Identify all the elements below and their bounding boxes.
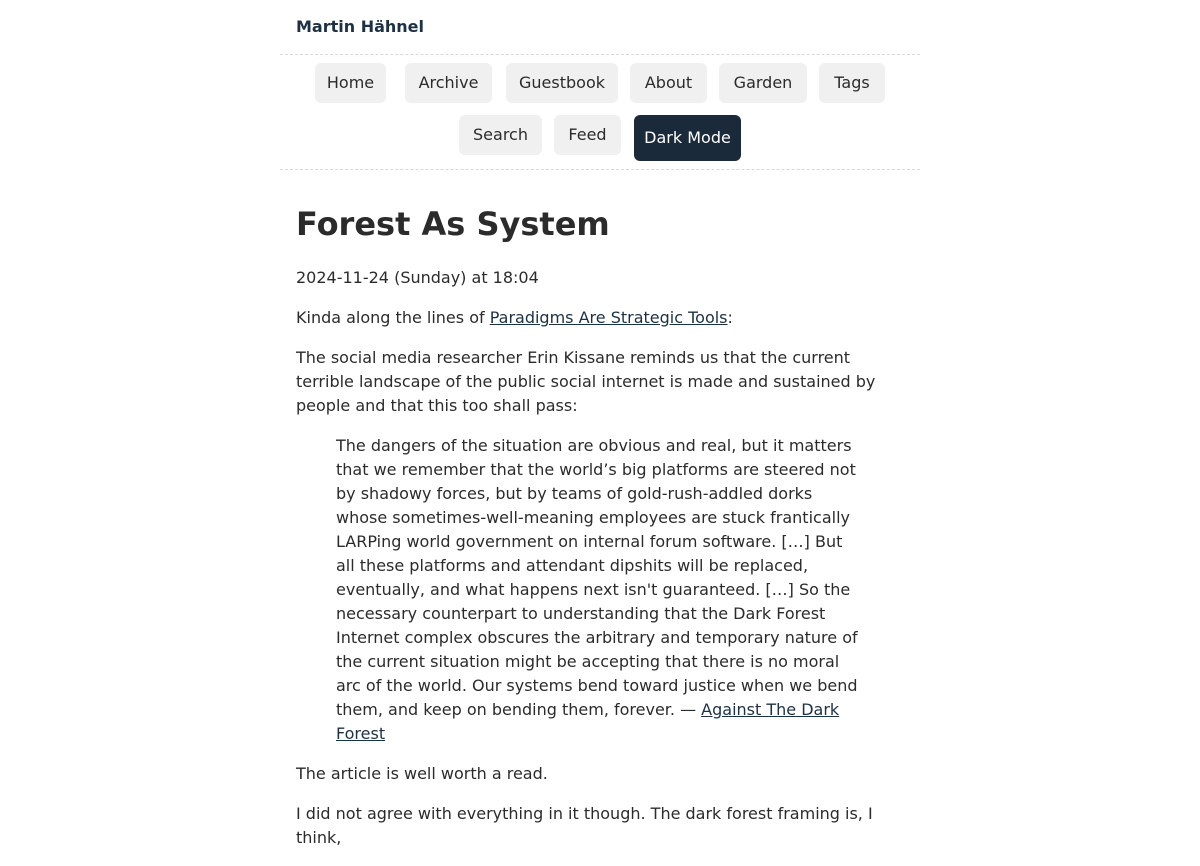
against-dark-forest-link[interactable]: Against The Dark Forest	[336, 700, 840, 743]
intro-suffix: :	[727, 308, 733, 327]
dark-mode-toggle-button[interactable]: Dark Mode	[634, 115, 741, 161]
quote-block	[336, 434, 866, 746]
post-date: 2024-11-24 (Sunday) at 18:04	[296, 268, 539, 287]
paragraph-2: The article is well worth a read.	[296, 764, 548, 783]
nav-search-button[interactable]: Search	[459, 115, 542, 155]
nav-guestbook-button[interactable]: Guestbook	[506, 63, 618, 103]
quote-text: The dangers of the situation are obvious and real, but it matters that we remember that the world’s big platforms are steered not by shadowy forces, but by teams of gold-rush-addled dorks whose sometimes-well-meaning employees are stuck frantically LARPing world government on internal forum software. […] But all these platforms and attendant dipshits will be replaced, eventually, and what happens next isn't guaranteed. […] So the necessary counterpart to understanding that the Dark Forest Internet complex obscures the arbitrary and temporary nature of the current situation might be accepting that there is no moral arc of the world. Our systems bend toward justice when we bend them, and keep on bending them, forever. —	[336, 436, 858, 719]
site-title[interactable]: Martin Hähnel	[296, 17, 425, 36]
nav-feed-button[interactable]: Feed	[554, 115, 621, 155]
paragraph-3: I did not agree with everything in it though. The dark forest framing is, I think,	[296, 804, 873, 847]
post-body	[296, 266, 904, 866]
intro-paragraph	[296, 306, 904, 330]
post-title: Forest As System	[296, 205, 610, 243]
nav-garden-button[interactable]: Garden	[719, 63, 807, 103]
intro-prefix: Kinda along the lines of	[296, 308, 490, 327]
paradigms-link[interactable]: Paradigms Are Strategic Tools	[489, 308, 728, 327]
nav-tags-button[interactable]: Tags	[819, 63, 885, 103]
paragraph-1: The social media researcher Erin Kissane reminds us that the current terrible landscape of the public social internet is made and sustained by people and that this too shall pass:	[296, 348, 876, 415]
nav-about-button[interactable]: About	[630, 63, 707, 103]
header-divider	[280, 54, 920, 55]
nav-home-button[interactable]: Home	[315, 63, 386, 103]
nav-archive-button[interactable]: Archive	[405, 63, 492, 103]
nav-divider	[280, 169, 920, 170]
